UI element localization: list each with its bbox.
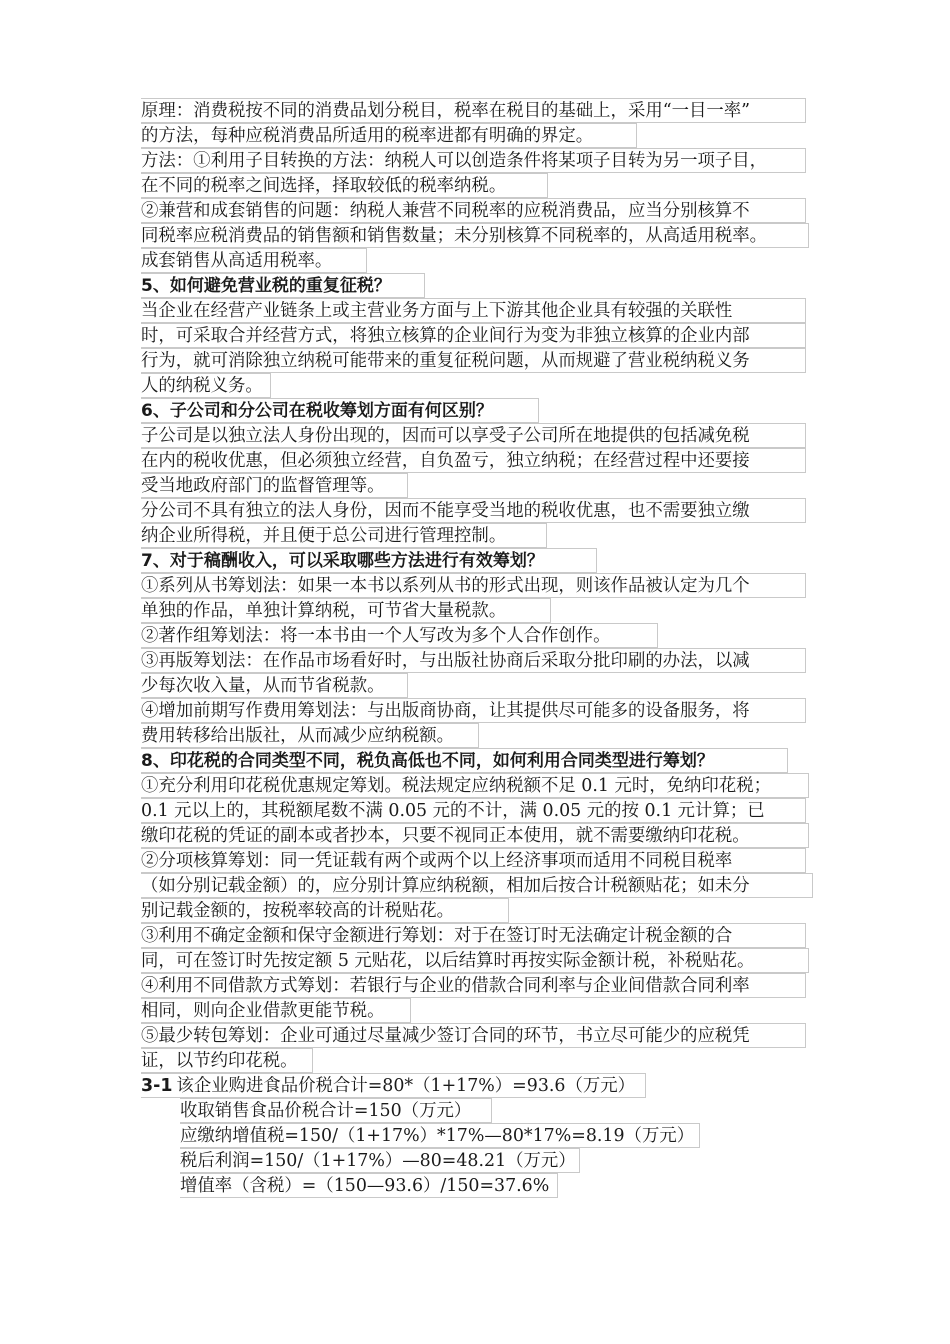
text-line: 在内的税收优惠，但必须独立经营，自负盈亏，独立纳税；在经营过程中还要接	[141, 448, 806, 473]
text-line: 原理：消费税按不同的消费品划分税目，税率在税目的基础上，采用“一目一率”	[141, 98, 806, 123]
text-line: ②著作组筹划法：将一本书由一个人写改为多个人合作创作。	[141, 623, 658, 648]
text-line: 人的纳税义务。	[141, 373, 271, 398]
text-line: 子公司是以独立法人身份出现的，因而可以享受子公司所在地提供的包括减免税	[141, 423, 806, 448]
text-line: ③利用不确定金额和保守金额进行筹划：对于在签订时无法确定计税金额的合	[141, 923, 806, 948]
text-line: ④增加前期写作费用筹划法：与出版商协商，让其提供尽可能多的设备服务，将	[141, 698, 806, 723]
text-line: 成套销售从高适用税率。	[141, 248, 367, 273]
text-line: 纳企业所得税，并且便于总公司进行管理控制。	[141, 523, 547, 548]
question-heading: 6、子公司和分公司在税收筹划方面有何区别？	[141, 398, 539, 423]
calc-line: 税后利润=150/（1+17%）—80=48.21（万元）	[180, 1148, 580, 1173]
text-line: 0.1 元以上的，其税额尾数不满 0.05 元的不计，满 0.05 元的按 0.1 元计算；已	[141, 798, 806, 823]
text-line: 在不同的税率之间选择，择取较低的税率纳税。	[141, 173, 548, 198]
calc-line: 应缴纳增值税=150/（1+17%）*17%—80*17%=8.19（万元）	[180, 1123, 700, 1148]
question-heading: 7、对于稿酬收入，可以采取哪些方法进行有效筹划？	[141, 548, 597, 573]
text-line: 少每次收入量，从而节省税款。	[141, 673, 408, 698]
text-line: 单独的作品，单独计算纳税，可节省大量税款。	[141, 598, 551, 623]
calc-text: 该企业购进食品价税合计=80*（1+17%）=93.6（万元）	[176, 1076, 636, 1096]
text-line: ①系列从书筹划法：如果一本书以系列从书的形式出现，则该作品被认定为几个	[141, 573, 806, 598]
text-line: ②分项核算筹划：同一凭证载有两个或两个以上经济事项而适用不同税目税率	[141, 848, 806, 873]
text-line: ⑤最少转包筹划：企业可通过尽量减少签订合同的环节，书立尽可能少的应税凭	[141, 1023, 806, 1048]
question-heading: 5、如何避免营业税的重复征税？	[141, 273, 425, 298]
text-line: 证，以节约印花税。	[141, 1048, 313, 1073]
calc-first-line	[141, 1073, 646, 1098]
text-line: 同，可在签订时先按定额 5 元贴花，以后结算时再按实际金额计税，补税贴花。	[141, 948, 809, 973]
text-line: 当企业在经营产业链条上或主营业务方面与上下游其他企业具有较强的关联性	[141, 298, 806, 323]
text-line: 行为，就可消除独立纳税可能带来的重复征税问题，从而规避了营业税纳税义务	[141, 348, 806, 373]
text-line: 分公司不具有独立的法人身份，因而不能享受当地的税收优惠，也不需要独立缴	[141, 498, 806, 523]
text-line: ②兼营和成套销售的问题：纳税人兼营不同税率的应税消费品，应当分别核算不	[141, 198, 806, 223]
text-line: 相同，则向企业借款更能节税。	[141, 998, 411, 1023]
question-heading: 8、印花税的合同类型不同，税负高低也不同，如何利用合同类型进行筹划？	[141, 748, 788, 773]
text-line: 费用转移给出版社，从而减少应纳税额。	[141, 723, 479, 748]
text-line: 别记载金额的，按税率较高的计税贴花。	[141, 898, 509, 923]
text-line: ④利用不同借款方式筹划：若银行与企业的借款合同利率与企业间借款合同利率	[141, 973, 806, 998]
text-line: 缴印花税的凭证的副本或者抄本，只要不视同正本使用，就不需要缴纳印花税。	[141, 823, 809, 848]
text-line: 方法：①利用子目转换的方法：纳税人可以创造条件将某项子目转为另一项子目，	[141, 148, 806, 173]
text-line: ①充分利用印花税优惠规定筹划。税法规定应纳税额不足 0.1 元时，免纳印花税；	[141, 773, 809, 798]
text-line: 时，可采取合并经营方式，将独立核算的企业间行为变为非独立核算的企业内部	[141, 323, 806, 348]
text-line: 受当地政府部门的监督管理等。	[141, 473, 408, 498]
text-line: （如分别记载金额）的，应分别计算应纳税额，相加后按合计税额贴花；如未分	[141, 873, 813, 898]
calc-label: 3-1	[141, 1076, 173, 1096]
text-line: 的方法，每种应税消费品所适用的税率进都有明确的界定。	[141, 123, 637, 148]
text-line: 同税率应税消费品的销售额和销售数量；未分别核算不同税率的，从高适用税率。	[141, 223, 809, 248]
calc-line: 增值率（含税）=（150—93.6）/150=37.6%	[180, 1173, 558, 1198]
text-line: ③再版筹划法：在作品市场看好时，与出版社协商后采取分批印刷的办法，以减	[141, 648, 806, 673]
calc-line: 收取销售食品价税合计=150（万元）	[180, 1098, 492, 1123]
